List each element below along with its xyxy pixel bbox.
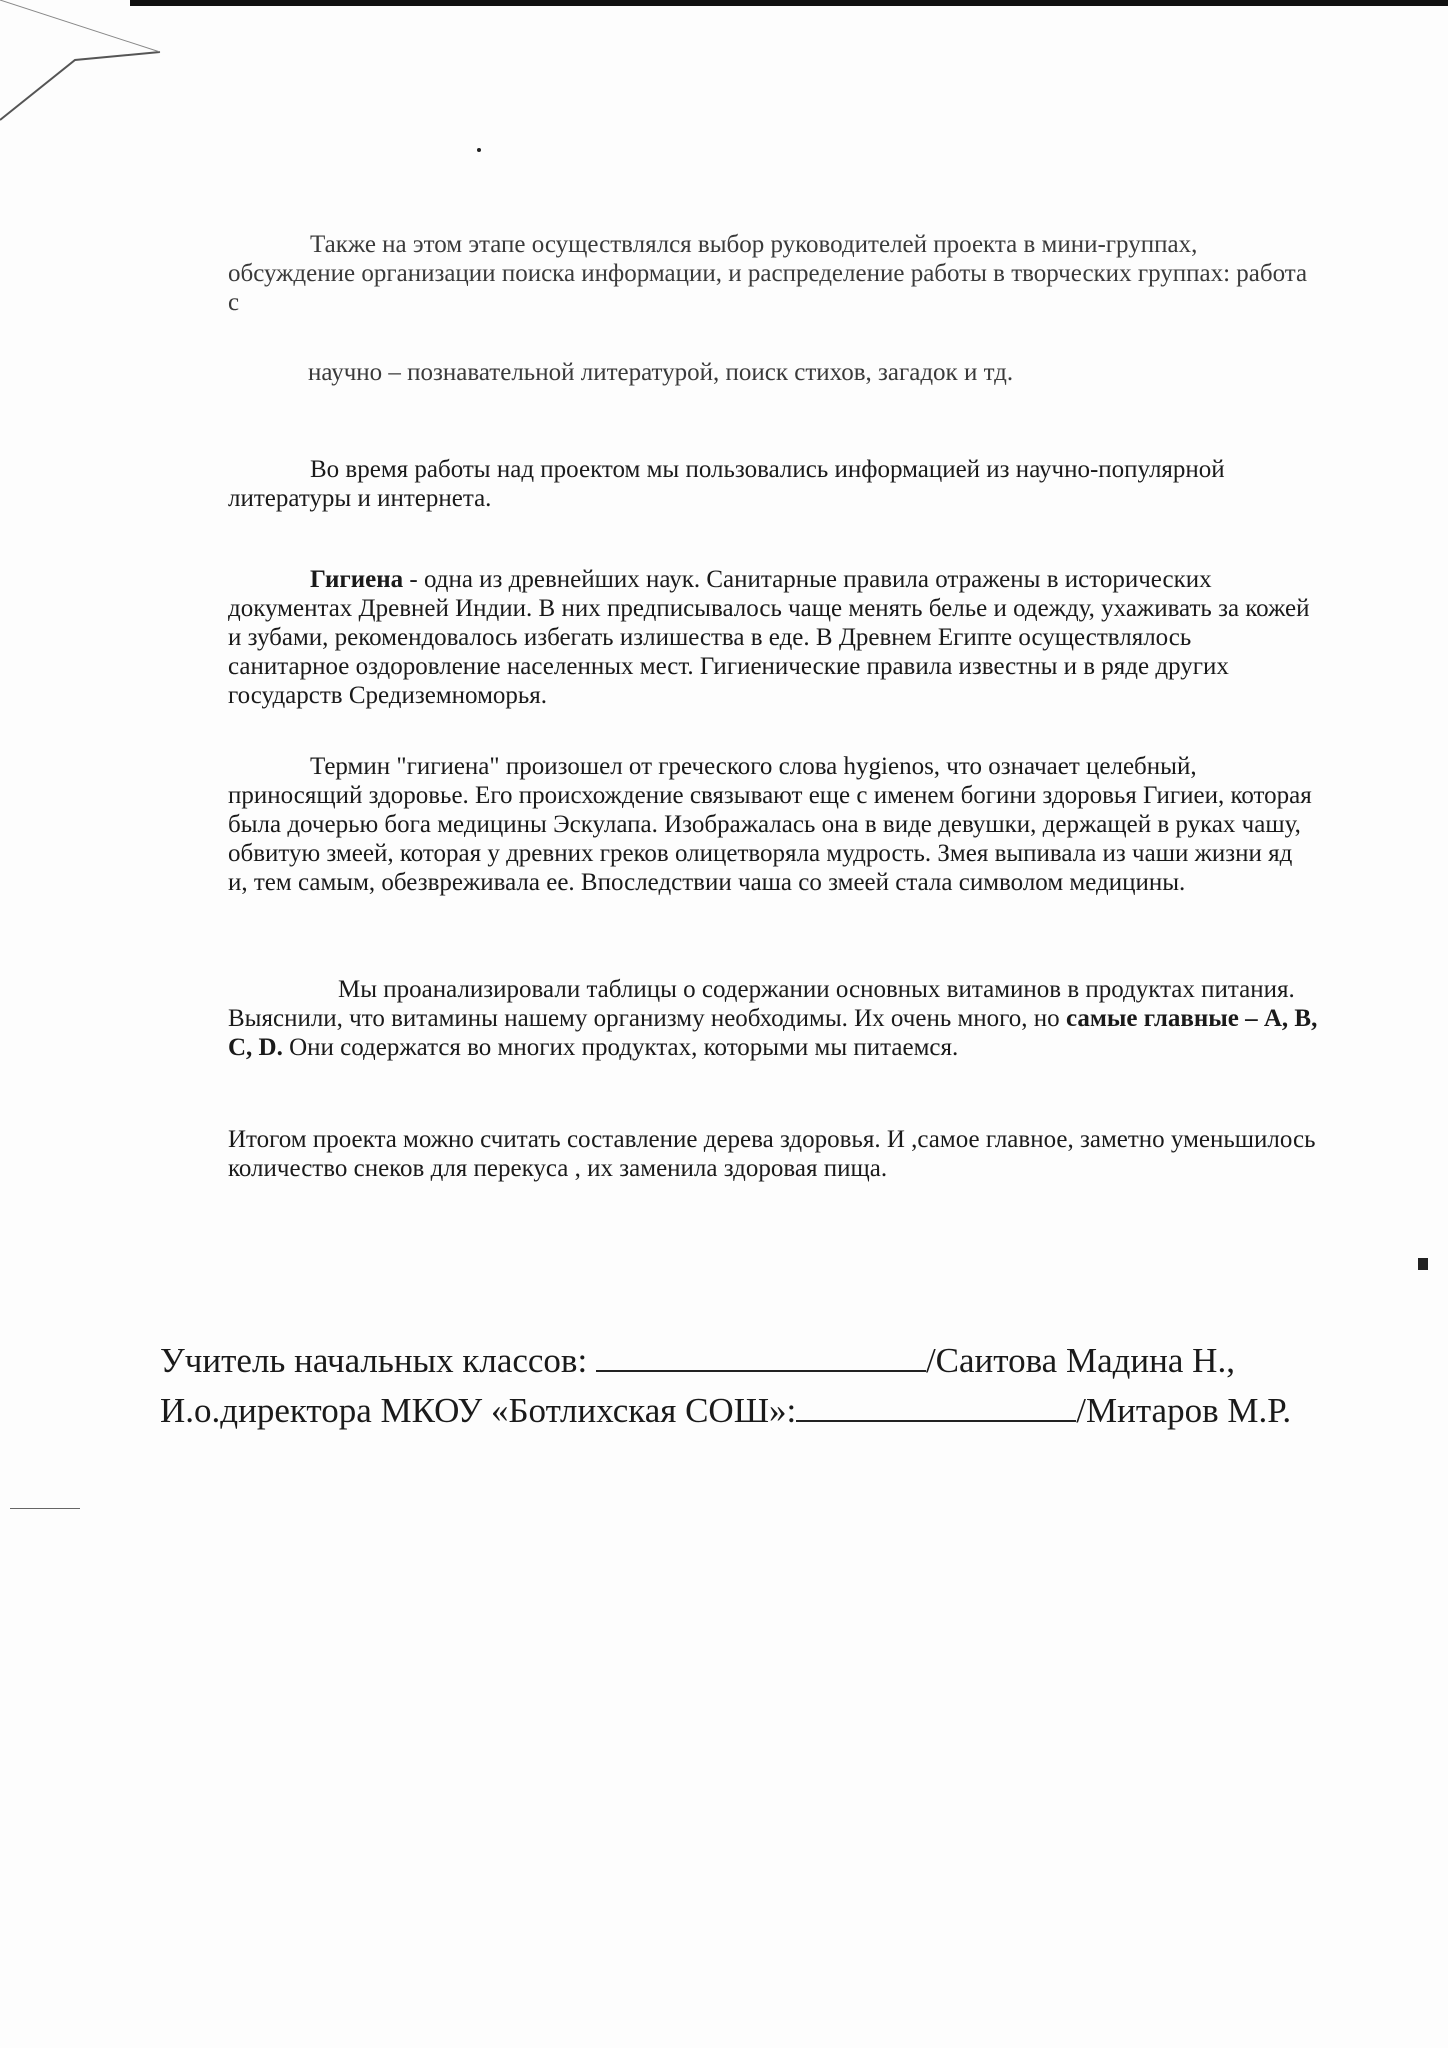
- teacher-label: Учитель начальных классов:: [160, 1341, 596, 1380]
- director-name: /Митаров М.Р.: [1076, 1391, 1292, 1430]
- paragraph-stage-selection: [228, 230, 1318, 317]
- scan-folded-corner: [0, 0, 180, 230]
- scan-speck: [477, 148, 481, 152]
- scan-speck: [1418, 1258, 1428, 1270]
- paragraph-hygiene: [228, 565, 1318, 710]
- director-signature-line: [160, 1390, 1291, 1431]
- scan-top-edge: [130, 0, 1448, 6]
- paragraph-text: научно – познавательной литературой, поиск стихов, загадок и тд.: [308, 359, 1014, 386]
- scan-speck: [10, 1508, 80, 1509]
- teacher-signature-line: [160, 1340, 1235, 1381]
- signature-blank: [596, 1340, 926, 1372]
- signature-blank: [796, 1390, 1076, 1422]
- paragraph-vitamins: [228, 975, 1318, 1062]
- vitamins-highlight: самые главные – A, B, C, D.: [228, 1005, 1318, 1061]
- paragraph-literature: [308, 358, 1398, 387]
- paragraph-sources: [228, 455, 1318, 513]
- paragraph-text: Мы проанализировали таблицы о содержании основных витаминов в продуктах питания. Выяснили, что витамины нашему организму необходимы. Их очень много, но: [228, 976, 1295, 1032]
- paragraph-text: Итогом проекта можно считать составление дерева здоровья. И ,самое главное, заметно уменьшилось количество снеков для перекуса , их заменила здоровая пища.: [228, 1126, 1316, 1182]
- paragraph-text: - одна из древнейших наук. Санитарные правила отражены в исторических документах Древней Индии. В них предписывалось чаще менять белье и одежду, ухаживать за кожей и зубами, рекомендовалось избегать излишества в еде. В Древнем Египте осуществлялось санитарное оздоровление населенных мест. Гигиенические правила известны и в ряде других государств Средиземноморья.: [228, 566, 1310, 709]
- paragraph-term-origin: [228, 752, 1318, 897]
- teacher-name: /Саитова Мадина Н.,: [925, 1341, 1235, 1380]
- term-hygiene: Гигиена: [310, 566, 404, 593]
- paragraph-text: Также на этом этапе осуществлялся выбор руководителей проекта в мини-группах, обсуждение организации поиска информации, и распределение работы в творческих группах: работа с: [228, 231, 1308, 316]
- paragraph-text: Во время работы над проектом мы пользовались информацией из научно-популярной литературы и интернета.: [228, 456, 1225, 512]
- paragraph-text: Они содержатся во многих продуктах, которыми мы питаемся.: [282, 1034, 959, 1061]
- director-label: И.о.директора МКОУ «Ботлихская СОШ»:: [160, 1391, 797, 1430]
- paragraph-text: Термин "гигиена" произошел от греческого слова hygienos, что означает целебный, приносящий здоровье. Его происхождение связывают еще с именем богини здоровья Гигиеи, которая была дочерью бога медицины Эскулапа. Изображалась она в виде девушки, держащей в руках чашу, обвитую змеей, которая у древних греков олицетворяла мудрость. Змея выпивала из чаши жизни яд и, тем самым, обезвреживала ее. Впоследствии чаша со змеей стала символом медицины.: [228, 753, 1312, 896]
- paragraph-result: [228, 1125, 1318, 1183]
